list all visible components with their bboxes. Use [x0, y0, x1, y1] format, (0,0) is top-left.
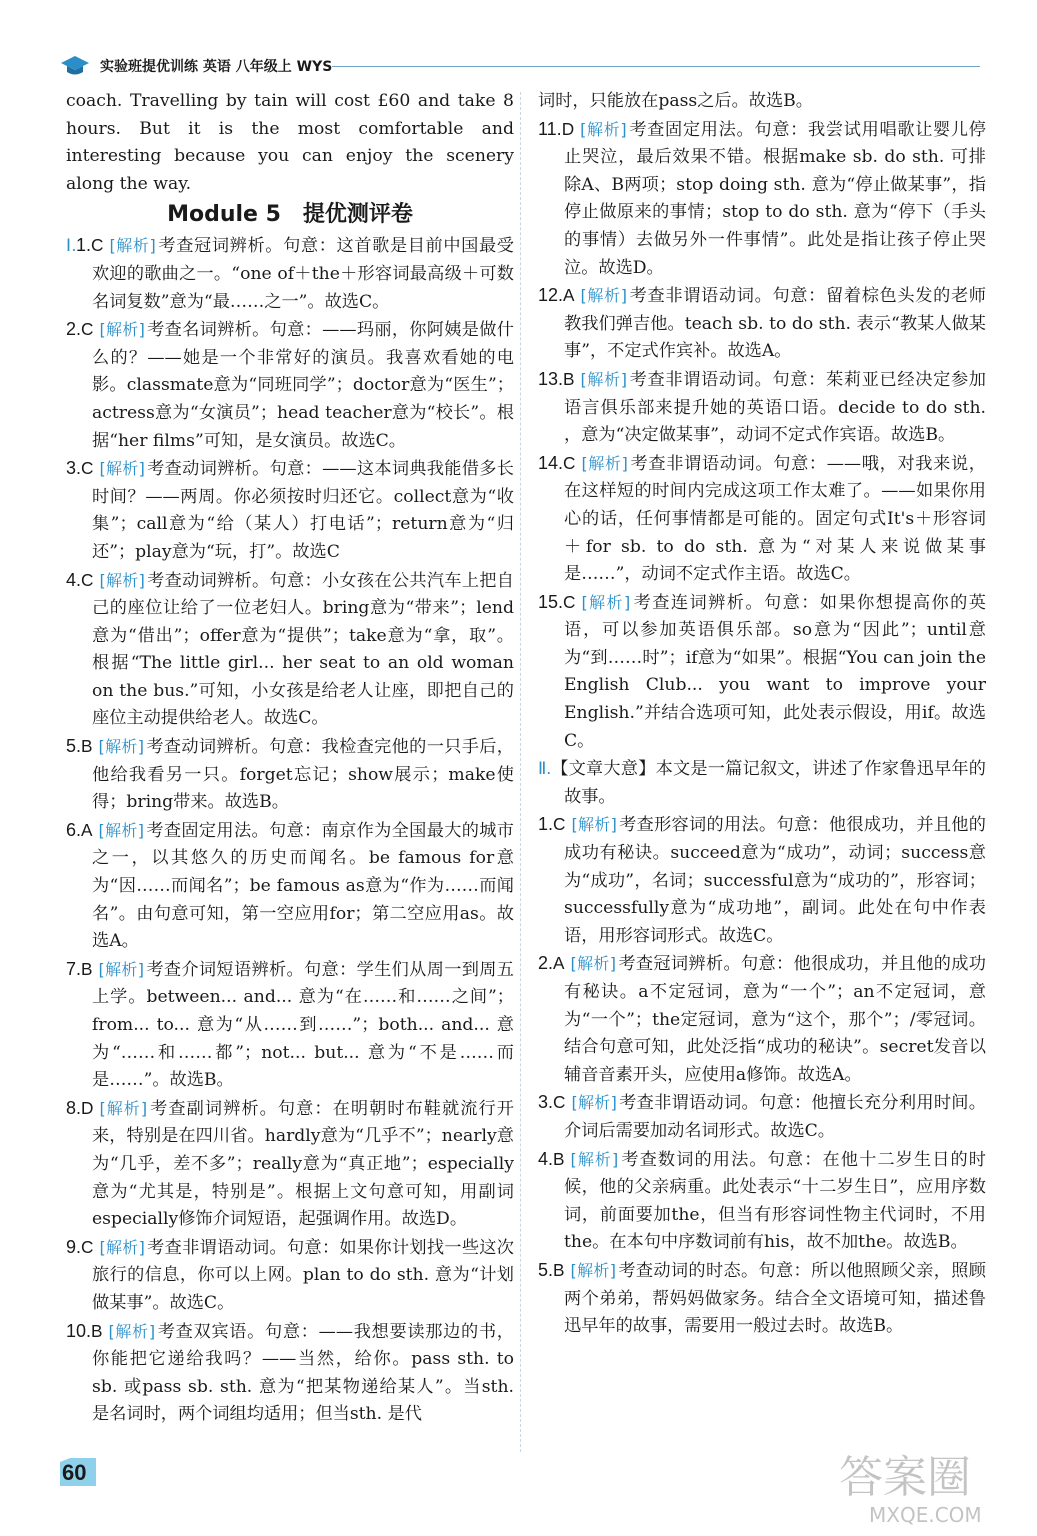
answer-item: [66, 733, 514, 817]
item-text: 考查名词辨析。句意：——玛丽，你阿姨是做什么的？——她是一个非常好的演员。我喜欢看她的电影。classmate意为“同班同学”；doctor意为“医生”；actress意为“女演员”；head teacher意为“校长”。根据“her films”可知，是女演员。故选C。: [92, 320, 514, 451]
continued-text: 词时，只能放在pass之后。故选B。: [538, 91, 813, 111]
answer-item: [66, 1234, 514, 1318]
item-answer: B: [91, 1320, 103, 1341]
item-text: 考查非谓语动词。句意：茱莉亚已经决定参加语言俱乐部来提升她的英语口语。decide to do sth. ，意为“决定做某事”，动词不定式作宾语。故选B。: [564, 369, 986, 446]
item-number: 2.: [538, 953, 554, 974]
header-title: 实验班提优训练 英语 八年级上 WYS: [100, 59, 333, 75]
graduation-cap-icon: [60, 54, 90, 78]
item-answer: C: [553, 1092, 566, 1113]
answer-item: [538, 950, 986, 1089]
answer-item: [538, 1089, 986, 1145]
intro-paragraph: coach. Travelling by tain will cost £60 and take 8 hours. But it is the most comfortable and interesting because you can enjoy the scenery along the way.: [66, 91, 514, 194]
item-answer: C: [81, 569, 94, 590]
section1-roman: Ⅰ.: [66, 236, 76, 256]
analysis-tag: [解析]: [581, 453, 628, 473]
item-answer: D: [81, 1097, 94, 1118]
item-answer: B: [81, 736, 93, 757]
item-answer: C: [81, 458, 94, 479]
item-text: 考查动词辨析。句意：小女孩在公共汽车上把自己的座位让给了一位老妇人。bring意为“带来”；lend意为“借出”；offer意为“提供”；take意为“拿，取”。根据“The little girl... her seat to an old woman on the bus.”可知，小女孩是给老人让座，即把自己的座位主动提供给老人。故选C。: [92, 570, 514, 729]
item-text: 考查固定用法。句意：我尝试用唱歌让婴儿停止哭泣，最后效果不错。根据make sb. do sth. 可排除A、B两项；stop doing sth. 意为“停止做某事”，指停止做原来的事情；stop to do sth. 意为“停下（手头的事情）去做另外一件事情”。此处是指让孩子停止哭泣。故选D。: [564, 119, 986, 278]
item-number: 7.: [66, 958, 82, 979]
answer-item: [538, 1146, 986, 1257]
header-rule: [332, 66, 980, 67]
item-text: 考查副词辨析。句意：在明朝时布鞋就流行开来，特别是在四川省。hardly意为“几乎不”；nearly意为“几乎，差不多”；really意为“真正地”；especially意为“尤其是，特别是”。根据上文句意可知，用副词especially修饰介词短语，起强调作用。故选D。: [92, 1098, 514, 1230]
answer-item: [66, 232, 514, 316]
item-number: 12.: [538, 285, 564, 306]
item-number: 4.: [66, 569, 82, 590]
analysis-tag: [解析]: [570, 954, 616, 974]
answer-item: [538, 366, 986, 450]
item-number: 13.: [538, 368, 564, 389]
item-text: 考查非谓语动词。句意：留着棕色头发的老师教我们弹吉他。teach sb. to do sth. 表示“教某人做某事”，不定式作宾补。故选A。: [564, 286, 986, 362]
analysis-tag: [解析]: [570, 1260, 616, 1280]
analysis-tag: [解析]: [108, 1321, 156, 1341]
page-number: 60: [62, 1460, 87, 1485]
answer-item: [538, 116, 986, 283]
analysis-tag: [解析]: [580, 369, 627, 389]
right-item-list-2: [538, 811, 986, 1340]
item-answer: B: [553, 1148, 565, 1169]
item-answer: C: [81, 1236, 94, 1257]
item-answer: C: [563, 452, 576, 473]
answer-item: [538, 450, 986, 589]
analysis-tag: [解析]: [109, 236, 156, 256]
item-number: 6.: [66, 819, 82, 840]
item-answer: C: [553, 814, 566, 835]
item-text: 考查非谓语动词。句意：如果你计划找一些这次旅行的信息，你可以上网。plan to do sth. 意为“计划做某事”。故选C。: [92, 1237, 514, 1313]
item-number: 4.: [538, 1148, 554, 1169]
analysis-tag: [解析]: [571, 1093, 617, 1113]
item-number: 5.: [538, 1259, 554, 1280]
item-answer: A: [563, 285, 575, 306]
item-number: 8.: [66, 1097, 82, 1118]
item-text: 考查动词的时态。句意：所以他照顾父亲，照顾两个弟弟，帮妈妈做家务。结合全文语境可知，描述鲁迅早年的故事，需要用一般过去时。故选B。: [564, 1260, 986, 1337]
item-text: 考查动词辨析。句意：我检查完他的一只手后，他给我看另一只。forget忘记；show展示；make使得；bring带来。故选B。: [92, 737, 514, 813]
answer-item: [538, 1257, 986, 1341]
answer-item: [538, 589, 986, 756]
item-number: 3.: [538, 1092, 554, 1113]
analysis-tag: [解析]: [99, 320, 145, 340]
watermark-main: 答案圈: [839, 1452, 971, 1503]
analysis-tag: [解析]: [99, 1098, 148, 1118]
analysis-tag: [解析]: [99, 570, 145, 590]
page-header: [60, 52, 980, 82]
section2-roman: Ⅱ.: [538, 759, 551, 779]
answer-item: [66, 455, 514, 566]
analysis-tag: [解析]: [98, 737, 144, 757]
analysis-tag: [解析]: [99, 459, 145, 479]
analysis-tag: [解析]: [580, 286, 627, 306]
item-text: 考查非谓语动词。句意：——哦，对我来说，在这样短的时间内完成这项工作太难了。——如果你用心的话，任何事情都是可能的。固定句式It's＋形容词＋for sb. to do sth. 意为“对某人来说做某事是……”，动词不定式作主语。故选C。: [564, 453, 986, 585]
section2-summary: [538, 755, 986, 811]
item-number: 11.: [538, 118, 562, 139]
item-number: 15.: [538, 591, 564, 612]
item-number: 1.: [538, 814, 554, 835]
analysis-tag: [解析]: [99, 1237, 145, 1257]
item-text: 考查双宾语。句意：——我想要读那边的书，你能把它递给我吗？——当然，给你。pass sth. to sb. 或pass sb. sth. 意为“把某物递给某人”。当sth. 是名词时，两个词组均适用；但当sth. 是代: [92, 1321, 514, 1425]
item-answer: A: [81, 819, 93, 840]
answer-item: [66, 1095, 514, 1234]
analysis-tag: [解析]: [580, 119, 627, 139]
item-number: 14.: [538, 452, 564, 473]
item-text: 考查介词短语辨析。句意：学生们从周一到周五上学。between... and... 意为“在……和……之间”；from... to... 意为“从……到……”；both... and... 意为“……和……都”；not... but... 意为“不是……而是……”。故选B。: [92, 959, 514, 1091]
item-number: 9.: [66, 1236, 82, 1257]
answer-item: [66, 956, 514, 1095]
item-text: 考查动词辨析。句意：——这本词典我能借多长时间？——两周。你必须按时归还它。collect意为“收集”；call意为“给（某人）打电话”；return意为“归还”；play意为“玩，打”。故选C: [92, 459, 514, 562]
answer-item: [66, 567, 514, 734]
answer-item: [66, 817, 514, 956]
item-answer: C: [563, 591, 576, 612]
answer-item: [538, 282, 986, 366]
item-number: 2.: [66, 319, 82, 340]
item-text: 考查冠词辨析。句意：这首歌是目前中国最受欢迎的歌曲之一。“one of＋the＋形容词最高级＋可数名词复数”意为“最……之一”。故选C。: [92, 236, 514, 312]
item-answer: B: [81, 958, 93, 979]
left-column: [66, 88, 514, 1429]
analysis-tag: [解析]: [571, 815, 617, 835]
item-number: 10.: [66, 1320, 92, 1341]
item-answer: C: [81, 319, 94, 340]
left-item-list: [66, 232, 514, 1429]
column-divider: [520, 92, 521, 1452]
section2-summary-text: 【文章大意】本文是一篇记叙文，讲述了作家鲁迅早年的故事。: [550, 759, 986, 807]
item-text: 考查非谓语动词。句意：他擅长充分利用时间。介词后需要加动名词形式。故选C。: [564, 1093, 986, 1141]
answer-item: [66, 316, 514, 455]
item-number: 1.: [76, 235, 92, 256]
item-number: 5.: [66, 736, 82, 757]
item-answer: B: [553, 1259, 565, 1280]
item-text: 考查连词辨析。句意：如果你想提高你的英语，可以参加英语俱乐部。so意为“因此”；until意为“到……时”；if意为“如果”。根据“You can join the English Club... you want to improve your English.”并结合选项可知，此处表示假设，用if。故选C。: [564, 592, 986, 751]
analysis-tag: [解析]: [570, 1149, 619, 1169]
watermark-logo: [829, 1440, 1019, 1530]
right-column: [538, 88, 986, 1341]
analysis-tag: [解析]: [581, 592, 631, 612]
item-answer: B: [563, 368, 575, 389]
item-number: 3.: [66, 458, 82, 479]
item-answer: C: [91, 235, 104, 256]
item-text: 考查冠词辨析。句意：他很成功，并且他的成功有秘诀。a不定冠词，意为“一个”；an不定冠词，意为“一个”；the定冠词，意为“这个，那个”；/零冠词。结合句意可知，此处泛指“成功的秘诀”。secret发音以辅音音素开头，应使用a修饰。故选A。: [564, 954, 986, 1085]
item-text: 考查形容词的用法。句意：他很成功，并且他的成功有秘诀。succeed意为“成功”，动词；success意为“成功”，名词；successful意为“成功的”，形容词；successfully意为“成功地”，副词。此处在句中作表语，用形容词形式。故选C。: [564, 815, 986, 946]
item-answer: A: [553, 953, 565, 974]
item-text: 考查数词的用法。句意：在他十二岁生日的时候，他的父亲病重。此处表示“十二岁生日”，应用序数词，前面要加the，但当有形容词性物主代词时，不用the。在本句中序数词前有his，故不加the。故选B。: [564, 1149, 986, 1253]
item-answer: D: [561, 118, 575, 139]
right-item-list: [538, 116, 986, 756]
analysis-tag: [解析]: [98, 959, 144, 979]
answer-item: [538, 811, 986, 950]
item-text: 考查固定用法。句意：南京作为全国最大的城市之一，以其悠久的历史而闻名。be famous for意为“因……而闻名”；be famous as意为“作为……而闻名”。由句意可知，第一空应用for；第二空应用as。故选A。: [92, 820, 514, 952]
analysis-tag: [解析]: [98, 820, 144, 840]
watermark-sub: MXQE.COM: [869, 1503, 982, 1527]
answer-item: [66, 1318, 514, 1429]
section-title: Module 5 提优测评卷: [167, 202, 413, 228]
